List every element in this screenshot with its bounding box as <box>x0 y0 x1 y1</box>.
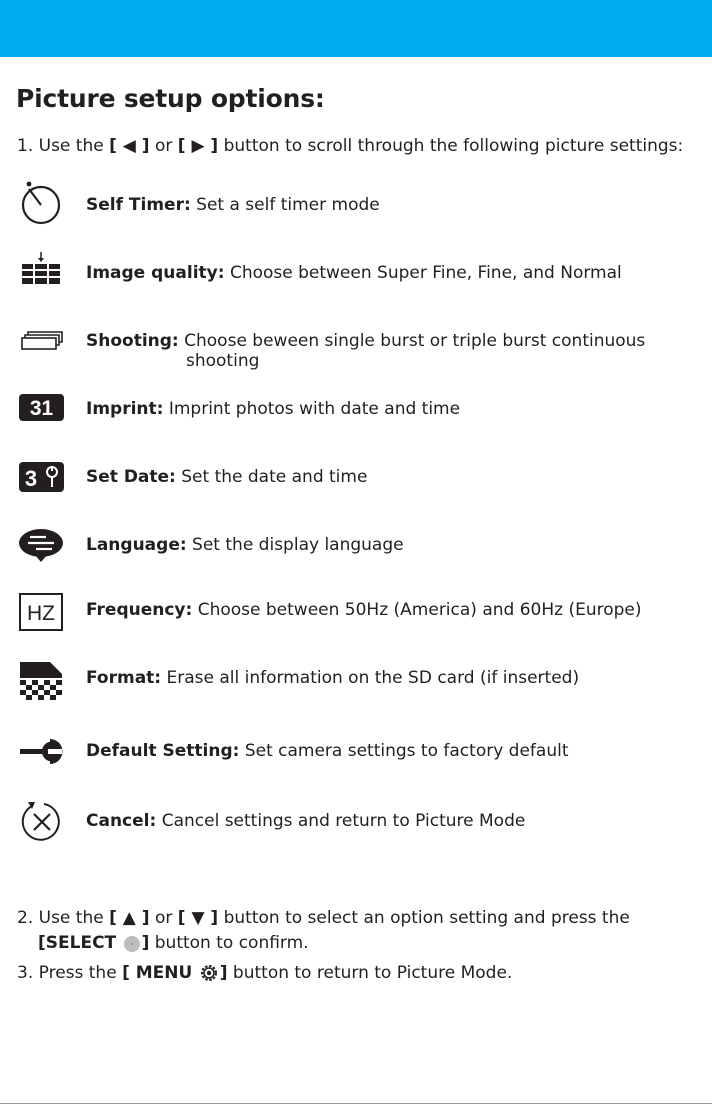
option-name: Shooting: <box>86 331 179 351</box>
option-description: Cancel settings and return to Picture Mode <box>156 811 526 831</box>
option-description: Choose beween single burst or triple burst continuous <box>178 331 646 351</box>
step-2-prefix: 2. Use the <box>17 908 110 928</box>
option-text <box>86 668 579 688</box>
left-button-label: [ ◀ ] <box>109 136 150 156</box>
page-title: Picture setup options: <box>16 84 325 113</box>
set-date-icon-label: 3 <box>24 466 38 491</box>
frequency-icon-label: HZ <box>27 602 55 625</box>
option-text <box>86 195 380 215</box>
option-text <box>86 535 404 555</box>
option-description: Set a self timer mode <box>190 195 380 215</box>
option-name: Frequency: <box>86 600 193 620</box>
option-description-continued: shooting <box>186 351 260 371</box>
step-2-confirm: button to confirm. <box>149 933 309 953</box>
frequency-icon <box>16 586 66 636</box>
option-description: Set camera settings to factory default <box>239 741 569 761</box>
option-description: Erase all information on the SD card (if inserted) <box>161 668 580 688</box>
step-3 <box>17 961 512 985</box>
option-text <box>86 741 569 761</box>
language-icon <box>16 518 66 568</box>
gear-icon <box>198 962 220 984</box>
option-description: Choose between Super Fine, Fine, and Normal <box>224 263 622 283</box>
step-1-prefix: 1. Use the <box>17 136 110 156</box>
option-text <box>86 263 622 283</box>
menu-button-label: [ MENU <box>122 963 193 983</box>
shooting-icon <box>16 314 66 364</box>
select-button-close: ] <box>141 933 150 953</box>
down-button-label: [ ▼ ] <box>177 908 219 928</box>
option-text <box>86 467 367 487</box>
option-name: Image quality: <box>86 263 225 283</box>
step-1 <box>17 134 683 158</box>
cancel-icon <box>16 796 66 846</box>
step-3-prefix: 3. Press the <box>17 963 123 983</box>
option-text <box>86 600 642 620</box>
step-2 <box>17 906 630 930</box>
option-name: Default Setting: <box>86 741 240 761</box>
option-name: Language: <box>86 535 187 555</box>
self-timer-icon <box>16 178 66 228</box>
option-name: Format: <box>86 668 162 688</box>
step-3-suffix: button to return to Picture Mode. <box>227 963 513 983</box>
step-1-or: or <box>149 136 178 156</box>
option-description: Imprint photos with date and time <box>163 399 461 419</box>
imprint-icon <box>16 382 66 432</box>
right-button-label: [ ▶ ] <box>177 136 219 156</box>
option-text <box>86 331 645 371</box>
step-2-or: or <box>149 908 178 928</box>
menu-button-close: ] <box>219 963 228 983</box>
step-2-suffix: button to select an option setting and press the <box>218 908 630 928</box>
option-text <box>86 811 525 831</box>
set-date-icon <box>16 450 66 500</box>
option-description: Set the display language <box>186 535 404 555</box>
step-2-line-2 <box>38 931 309 955</box>
imprint-icon-label: 31 <box>29 397 54 420</box>
option-name: Cancel: <box>86 811 157 831</box>
step-1-suffix: button to scroll through the following picture settings: <box>218 136 684 156</box>
select-button-icon <box>122 933 142 953</box>
bottom-divider <box>0 1103 712 1104</box>
image-quality-icon <box>16 246 66 296</box>
option-description: Set the date and time <box>175 467 368 487</box>
option-name: Set Date: <box>86 467 176 487</box>
option-text <box>86 399 460 419</box>
option-name: Imprint: <box>86 399 164 419</box>
option-description: Choose between 50Hz (America) and 60Hz (Europe) <box>192 600 642 620</box>
header-bar <box>0 0 712 57</box>
up-button-label: [ ▲ ] <box>109 908 150 928</box>
option-name: Self Timer: <box>86 195 191 215</box>
select-button-label: [SELECT <box>38 933 117 953</box>
default-setting-icon <box>16 726 66 776</box>
format-icon <box>16 654 66 704</box>
